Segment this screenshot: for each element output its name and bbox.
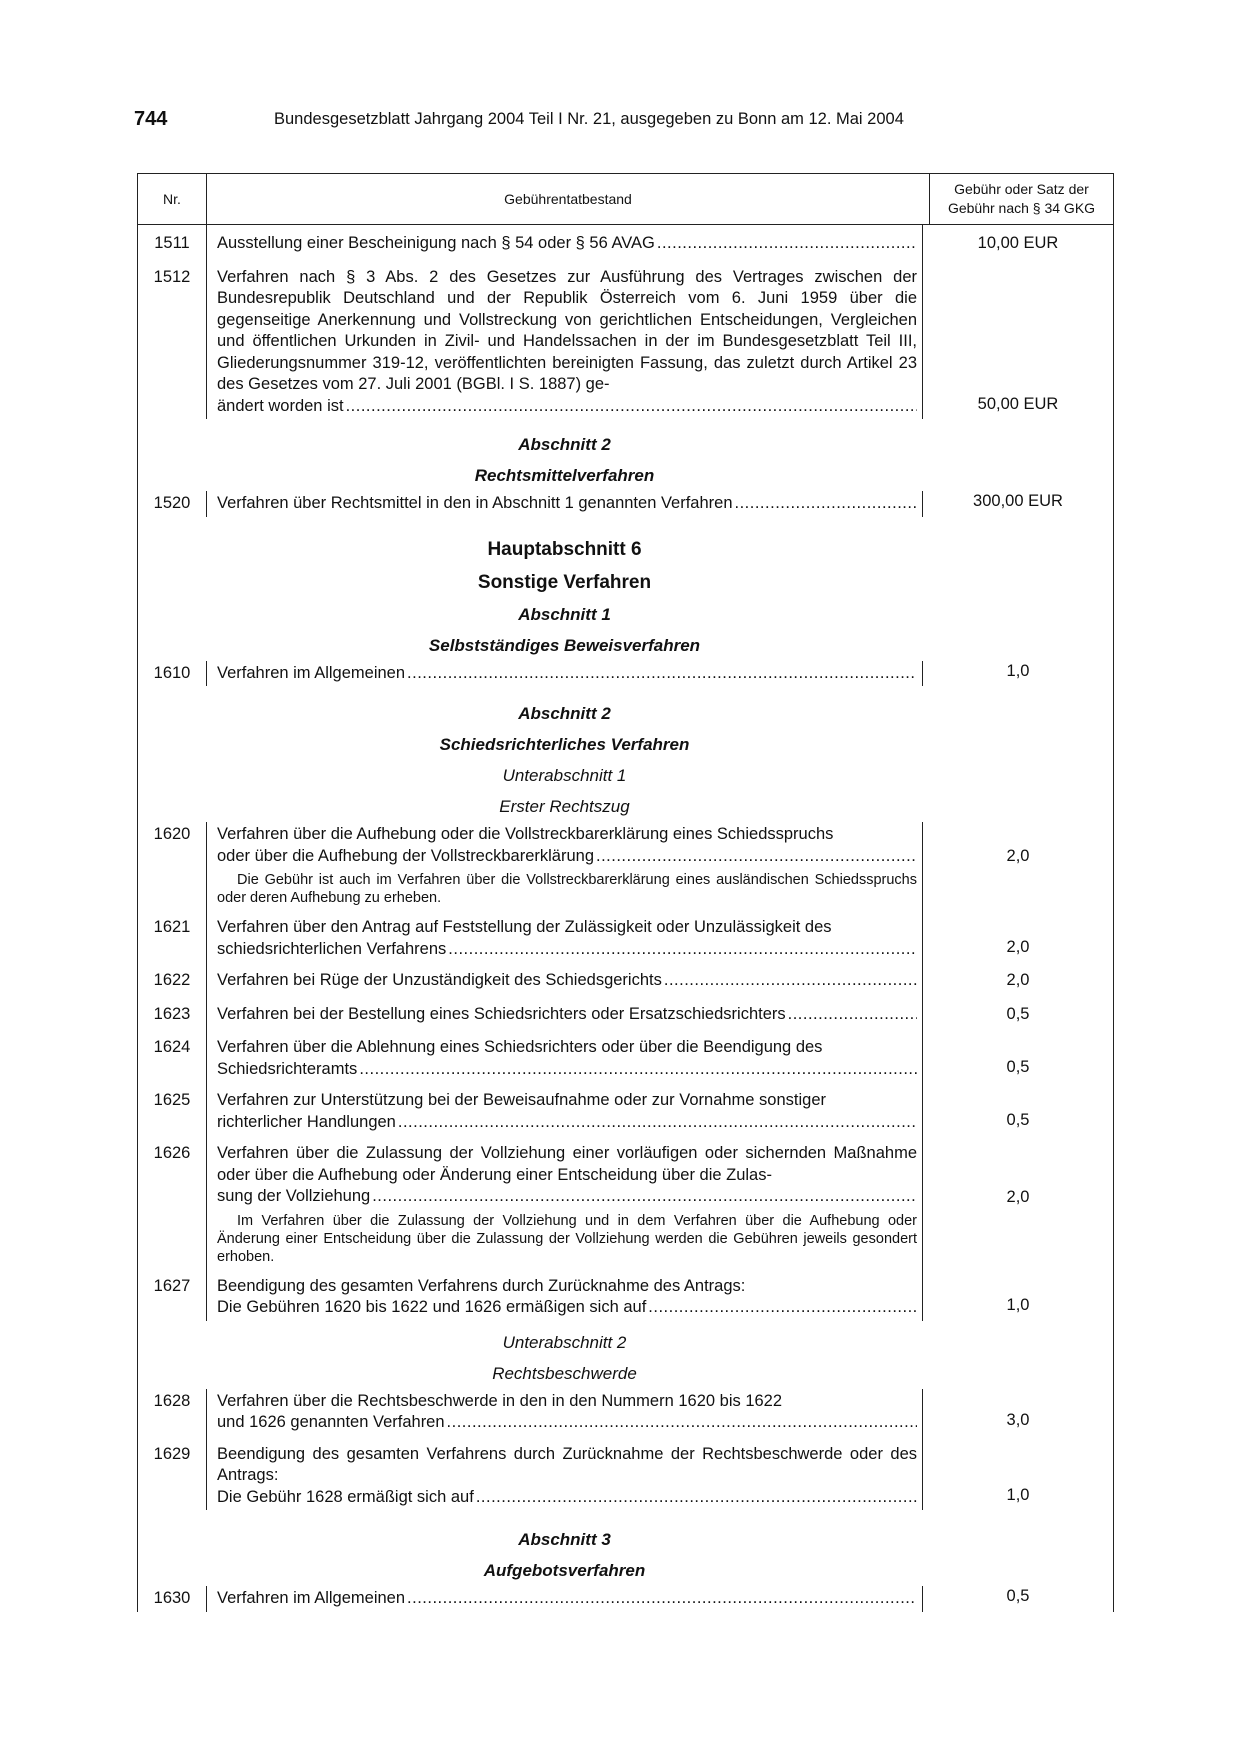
row-description (206, 661, 923, 687)
row-text-last: Schiedsrichteramts (217, 1059, 358, 1078)
row-fee: 50,00 EUR (977, 394, 1059, 413)
main-section-heading: Hauptabschnitt 6 (487, 538, 642, 560)
table-row (138, 661, 1113, 687)
table-row (138, 1268, 1113, 1321)
main-section-title: Sonstige Verfahren (477, 571, 652, 593)
row-fee: 1,0 (1006, 661, 1030, 680)
row-number: 1610 (153, 663, 191, 682)
table-row (138, 259, 1113, 420)
row-note: Die Gebühr ist auch im Verfahren über die Vollstreckbarerklärung eines ausländischen Schiedsspruchs oder deren Aufhebung zu erheben. (217, 872, 917, 906)
row-description (206, 259, 923, 420)
row-text-last: ändert worden ist (217, 396, 344, 415)
header-nr: Nr. (138, 174, 207, 224)
row-description (206, 1586, 923, 1612)
row-text: Verfahren im Allgemeinen (217, 1589, 406, 1607)
row-number: 1622 (153, 971, 191, 989)
row-text-last: richterlicher Handlungen (217, 1112, 396, 1131)
subsection-heading: Unterabschnitt 2 (502, 1332, 627, 1352)
row-description (206, 1436, 923, 1511)
row-text-last: Die Gebühr 1628 ermäßigt sich auf (217, 1487, 474, 1506)
row-number: 1628 (153, 1391, 191, 1410)
row-text: Verfahren über den Antrag auf Feststellung der Zulässigkeit oder Unzulässigkeit des (217, 918, 832, 936)
table-row (138, 822, 1113, 909)
row-fee: 2,0 (1006, 971, 1030, 989)
row-fee: 0,5 (1006, 1110, 1030, 1129)
row-text: Verfahren zur Unterstützung bei der Beweisaufnahme oder zur Vornahme sonstiger (217, 1091, 827, 1109)
row-text: Verfahren im Allgemeinen (217, 663, 406, 682)
row-text-last: sung der Vollziehung (217, 1187, 371, 1205)
table-row (138, 1082, 1113, 1135)
fee-table (137, 173, 1114, 1612)
section-title: Selbstständiges Beweisverfahren (428, 635, 701, 655)
row-fee: 2,0 (1006, 847, 1030, 865)
row-fee: 0,5 (1006, 1587, 1030, 1605)
row-text-last: Die Gebühren 1620 bis 1622 und 1626 ermäßigen sich auf (217, 1298, 647, 1316)
row-fee: 300,00 EUR (973, 492, 1063, 510)
row-text-last: oder über die Aufhebung der Vollstreckbarerklärung (217, 846, 594, 865)
row-text: Verfahren über Rechtsmittel in den in Abschnitt 1 genannten Verfahren (217, 494, 733, 512)
page-header (134, 108, 1124, 134)
section-title: Aufgebotsverfahren (483, 1561, 646, 1580)
row-description (206, 996, 923, 1030)
section-heading: Abschnitt 2 (518, 435, 611, 454)
row-number: 1624 (153, 1038, 191, 1056)
table-header (137, 173, 1114, 225)
row-description (206, 491, 923, 517)
table-row (138, 1586, 1113, 1612)
row-description (206, 225, 923, 259)
row-fee: 1,0 (1006, 1485, 1030, 1504)
table-row (138, 962, 1113, 996)
table-row (138, 1135, 1113, 1268)
section-heading: Abschnitt 2 (518, 704, 611, 723)
row-fee: 3,0 (1006, 1411, 1030, 1429)
row-text: Verfahren über die Rechtsbeschwerde in den in den Nummern 1620 bis 1622 (217, 1391, 783, 1410)
table-row (138, 1389, 1113, 1436)
row-text: Ausstellung einer Bescheinigung nach § 54 oder § 56 AVAG (217, 234, 655, 252)
row-number: 1625 (153, 1091, 191, 1109)
row-number: 1623 (153, 1004, 191, 1023)
row-description (206, 909, 923, 962)
row-number: 1630 (153, 1589, 191, 1607)
row-description (206, 822, 923, 909)
row-description (206, 1029, 923, 1082)
row-text: Verfahren nach § 3 Abs. 2 des Gesetzes zur Ausführung des Vertrages zwischen der Bundesrepublik Deutschland und der Republik Österreich vom 6. Juni 1959 über die gegenseitige Anerkennung und Vollstreckung von gerichtlichen Entscheidungen, Vergleichen und öffentlichen Urkunden in Zivil- und Handelssachen in der im Bundesgesetzblatt Teil III, Gliederungsnummer 319-12, veröffentlichten bereinigten Fassung, das zuletzt durch Artikel 23 des Gesetzes vom 27. Juli 2001 (BGBl. I S. 1887) ge- (217, 267, 917, 393)
row-description (206, 962, 923, 996)
section-title: Rechtsmittelverfahren (474, 466, 655, 485)
row-number: 1621 (153, 918, 191, 936)
row-note: Im Verfahren über die Zulassung der Vollziehung und in dem Verfahren über die Aufhebung oder Änderung einer Entscheidung über die Zulassung der Vollziehung werden die Gebühren jeweils gesondert erhoben. (217, 1212, 917, 1265)
row-number: 1620 (153, 825, 191, 843)
table-row (138, 909, 1113, 962)
row-fee: 2,0 (1006, 937, 1030, 956)
subsection-title: Erster Rechtszug (499, 797, 630, 816)
row-fee: 10,00 EUR (977, 234, 1059, 252)
row-description (206, 1135, 923, 1268)
row-text: Beendigung des gesamten Verfahrens durch Zurücknahme des Antrags: (217, 1276, 746, 1295)
row-description (206, 1268, 923, 1321)
row-number: 1512 (153, 267, 191, 286)
row-number: 1627 (153, 1276, 191, 1295)
section-heading: Abschnitt 3 (518, 1530, 611, 1549)
table-body (137, 225, 1114, 1612)
table-row (138, 491, 1113, 517)
section-title: Schiedsrichterliches Verfahren (439, 735, 690, 754)
row-text: Verfahren über die Aufhebung oder die Vollstreckbarerklärung eines Schiedsspruchs (217, 825, 834, 843)
row-text: Beendigung des gesamten Verfahrens durch Zurücknahme der Rechtsbeschwerde oder des Antrags: (217, 1444, 917, 1484)
row-number: 1511 (154, 234, 190, 252)
row-text: Verfahren bei der Bestellung eines Schiedsrichters oder Ersatzschiedsrichters (217, 1004, 786, 1023)
row-description (206, 1082, 923, 1135)
header-fee: Gebühr oder Satz der Gebühr nach § 34 GKG (947, 181, 1096, 216)
row-fee: 1,0 (1006, 1296, 1030, 1314)
row-text: Verfahren über die Zulassung der Vollziehung einer vorläufigen oder sichernden Maßnahme oder über die Aufhebung oder Änderung einer Entscheidung über die Zulas- (217, 1144, 917, 1184)
table-row (138, 225, 1113, 259)
row-number: 1626 (153, 1144, 191, 1162)
row-text-last: schiedsrichterlichen Verfahrens (217, 939, 447, 958)
row-fee: 0,5 (1006, 1004, 1030, 1023)
header-description: Gebührentatbestand (207, 174, 930, 224)
table-row (138, 1436, 1113, 1511)
subsection-heading: Unterabschnitt 1 (502, 766, 627, 785)
subsection-title: Rechtsbeschwerde (492, 1363, 637, 1383)
table-row (138, 1029, 1113, 1082)
row-description (206, 1389, 923, 1436)
running-title: Bundesgesetzblatt Jahrgang 2004 Teil I Nr. 21, ausgegeben zu Bonn am 12. Mai 2004 (274, 110, 904, 128)
section-heading: Abschnitt 1 (518, 604, 611, 624)
row-text: Verfahren über die Ablehnung eines Schiedsrichters oder über die Beendigung des (217, 1038, 823, 1056)
row-number: 1629 (153, 1444, 191, 1463)
row-number: 1520 (153, 494, 191, 512)
row-fee: 0,5 (1006, 1057, 1030, 1076)
table-row (138, 996, 1113, 1030)
row-fee: 2,0 (1006, 1188, 1030, 1206)
row-text-last: und 1626 genannten Verfahren (217, 1413, 445, 1431)
row-text: Verfahren bei Rüge der Unzuständigkeit des Schiedsgerichts (217, 971, 662, 989)
page-number: 744 (134, 108, 168, 130)
